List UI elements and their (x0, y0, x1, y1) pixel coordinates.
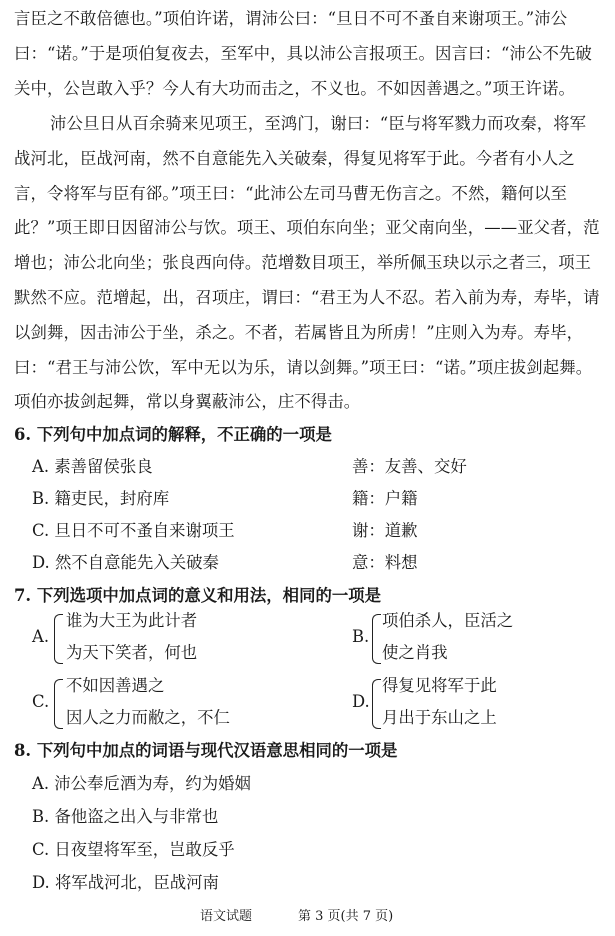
option-c-gloss: 谢：道歉 (352, 521, 418, 540)
footer-page-number: 第 3 页(共 7 页) (298, 909, 394, 924)
option-line-1: 得复见将军于此 (382, 676, 497, 695)
option-a-gloss: 善：友善、交好 (352, 457, 467, 476)
option-line-1: 谁为大王为此计者 (66, 611, 198, 630)
passage-line: 以剑舞，因击沛公于坐，杀之。不者，若属皆且为所虏！”庄则入为寿。寿毕， (14, 323, 584, 342)
option-line-2: 使之肖我 (382, 643, 448, 662)
brace-icon (54, 614, 63, 664)
option-line-1: 不如因善遇之 (66, 676, 165, 695)
option-c: C. 旦日不可不蚤自来谢项王 (32, 521, 235, 540)
option-label: C. (32, 692, 50, 711)
passage-line: 增也；沛公北向坐；张良西向侍。范增数目项王，举所佩玉玦以示之者三，项王 (14, 253, 592, 272)
question-stem: 6. 下列句中加点词的解释，不正确的一项是 (14, 425, 332, 444)
brace-icon (54, 679, 63, 729)
option-line-1: 项伯杀人，臣活之 (382, 611, 514, 630)
passage-line: 言臣之不敢倍德也。”项伯许诺，谓沛公曰：“旦日不可不蚤自来谢项王。”沛公 (14, 9, 568, 28)
option-d (352, 675, 592, 735)
passage-line: 关中，公岂敢入乎？今人有大功而击之，不义也。不如因善遇之。”项王许诺。 (14, 79, 575, 98)
option-a: A. 素善留侯张良 (32, 457, 153, 476)
question-stem: 7. 下列选项中加点词的意义和用法，相同的一项是 (14, 586, 382, 605)
passage-line: 沛公旦日从百余骑来见项王，至鸿门，谢曰：“臣与将军戮力而攻秦，将军 (50, 114, 587, 133)
option-label: A. (32, 627, 50, 646)
question-stem: 8. 下列句中加点的词语与现代汉语意思相同的一项是 (14, 741, 398, 760)
passage-line: 曰：“君王与沛公饮，军中无以为乐，请以剑舞。”项王曰：“诺。”项庄拔剑起舞。 (14, 358, 593, 377)
footer-subject: 语文试题 (200, 909, 253, 924)
passage-line: 项伯亦拔剑起舞，常以身翼蔽沛公，庄不得击。 (14, 392, 361, 411)
option-label: B. (352, 627, 370, 646)
brace-icon (372, 679, 381, 729)
passage-line: 默然不应。范增起，出，召项庄，谓曰：“君王为人不忍。若入前为寿，寿毕，请 (14, 288, 600, 307)
option-b: B. 籍吏民，封府库 (32, 489, 170, 508)
passage-line: 曰：“诺。”于是项伯复夜去，至军中，具以沛公言报项王。因言曰：“沛公不先破 (14, 44, 592, 63)
passage-line: 言，令将军与臣有郤。”项王曰：“此沛公左司马曹无伤言之。不然，籍何以至 (14, 184, 567, 203)
option-b (352, 610, 592, 670)
passage-line: 战河北，臣战河南，然不自意能先入关破秦，得复见将军于此。今者有小人之 (14, 149, 575, 168)
option-c: C. 日夜望将军至，岂敢反乎 (32, 840, 235, 859)
option-d-gloss: 意：料想 (352, 553, 418, 572)
option-line-2: 为天下笑者，何也 (66, 643, 198, 662)
brace-icon (372, 614, 381, 664)
option-line-2: 月出于东山之上 (382, 708, 497, 727)
option-a: A. 沛公奉卮酒为寿，约为婚姻 (32, 774, 251, 793)
option-d: D. 将军战河北，臣战河南 (32, 873, 219, 892)
option-b: B. 备他盗之出入与非常也 (32, 807, 219, 826)
option-label: D. (352, 692, 370, 711)
option-line-2: 因人之力而敝之，不仁 (66, 708, 230, 727)
option-c (32, 675, 312, 735)
passage-line: 此？”项王即日因留沛公与饮。项王、项伯东向坐；亚父南向坐，——亚父者，范 (14, 218, 600, 237)
option-b-gloss: 籍：户籍 (352, 489, 418, 508)
option-a (32, 610, 312, 670)
option-d: D. 然不自意能先入关破秦 (32, 553, 219, 572)
